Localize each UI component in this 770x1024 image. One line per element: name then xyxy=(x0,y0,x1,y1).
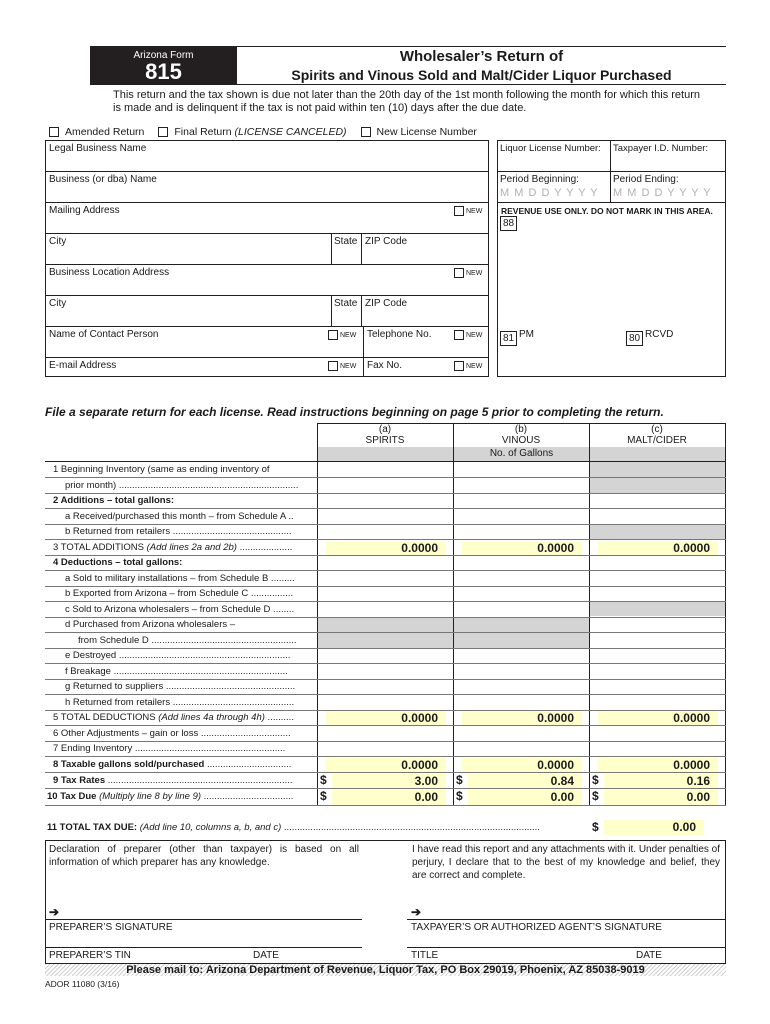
grid-rule xyxy=(331,233,332,264)
total-deductions-vinous[interactable]: 0.0000 xyxy=(462,711,582,726)
line-4d-label: d Purchased from Arizona wholesalers – xyxy=(65,619,236,630)
box-88: 88 xyxy=(500,216,517,231)
line-1-label-cont: prior month) .................................................................... xyxy=(65,480,299,491)
line-9-label xyxy=(53,773,321,789)
row-separator xyxy=(45,663,726,664)
revenue-use-notice: REVENUE USE ONLY. DO NOT MARK IN THIS AREA. xyxy=(501,206,713,216)
line-11-dots: ................................................................................................. xyxy=(281,822,540,833)
state-field[interactable]: State xyxy=(334,236,358,247)
grid-rule xyxy=(45,233,489,234)
total-additions-spirits[interactable]: 0.0000 xyxy=(326,541,446,556)
column-c-letter: (c) xyxy=(651,424,663,435)
page-title: Wholesaler’s Return of xyxy=(399,48,564,65)
row-separator xyxy=(45,555,726,556)
arrow-icon: ➔ xyxy=(49,905,60,919)
row-separator xyxy=(45,772,726,773)
grid-rule xyxy=(45,357,489,358)
form-id: ADOR 11080 (3/16) xyxy=(45,979,120,989)
taxable-gallons-vinous[interactable]: 0.0000 xyxy=(462,758,582,773)
contact-new-checkbox[interactable] xyxy=(328,330,338,340)
dollar-sign: $ xyxy=(320,773,327,787)
row-separator xyxy=(45,694,726,695)
row-separator xyxy=(45,741,726,742)
form-number-box xyxy=(90,46,237,84)
grid-rule xyxy=(45,326,489,327)
grid-rule xyxy=(45,202,489,203)
column-c-label: MALT/CIDER xyxy=(627,435,687,446)
form-label: Arizona Form xyxy=(133,50,194,61)
row-separator xyxy=(45,632,726,633)
new-label: NEW xyxy=(466,207,483,215)
final-return-text: Final Return xyxy=(174,126,232,138)
email-field[interactable]: E-mail Address xyxy=(49,360,117,371)
final-return-label xyxy=(174,126,346,138)
zip-code-field[interactable]: ZIP Code xyxy=(365,236,408,247)
contact-new-option xyxy=(328,330,356,340)
header-bottom-rule xyxy=(90,84,726,85)
row-separator xyxy=(45,493,726,494)
taxable-gallons-spirits[interactable]: 0.0000 xyxy=(326,758,446,773)
line-11-label xyxy=(47,822,577,833)
dollar-sign: $ xyxy=(456,773,463,787)
new-label: NEW xyxy=(466,269,483,277)
row-separator xyxy=(45,679,726,680)
zip-code-2-field[interactable]: ZIP Code xyxy=(365,298,408,309)
mailing-new-checkbox[interactable] xyxy=(454,206,464,216)
line-1-label: 1 Beginning Inventory (same as ending inventory of xyxy=(53,464,270,475)
grid-rule xyxy=(361,295,362,326)
line-5-note: (Add lines 4a through 4h) xyxy=(158,712,265,723)
telephone-new-checkbox[interactable] xyxy=(454,330,464,340)
total-additions-vinous[interactable]: 0.0000 xyxy=(462,541,582,556)
title-line[interactable] xyxy=(407,947,725,948)
tax-due-vinous[interactable]: 0.00 xyxy=(468,790,582,805)
line-4e-label: e Destroyed ................................................................. xyxy=(65,650,291,661)
instruction-heading: File a separate return for each license. Read instructions beginning on page 5 prior to completing the return. xyxy=(45,405,664,419)
line-5-text: 5 TOTAL DEDUCTIONS xyxy=(53,712,156,723)
line-8-text: 8 Taxable gallons sold/purchased xyxy=(53,759,205,770)
row-separator xyxy=(45,601,726,602)
tax-due-spirits[interactable]: 0.00 xyxy=(332,790,446,805)
row-separator xyxy=(45,805,726,806)
state-2-field[interactable]: State xyxy=(334,298,358,309)
new-license-label: New License Number xyxy=(376,126,477,138)
new-label: NEW xyxy=(466,362,483,370)
line-8-dots: ................................ xyxy=(204,759,292,770)
rcvd-label: RCVD xyxy=(645,329,674,340)
grid-rule xyxy=(497,171,726,172)
amended-return-checkbox[interactable] xyxy=(49,127,59,137)
preparer-tin-label: PREPARER’S TIN xyxy=(49,950,131,961)
section-rule xyxy=(45,840,46,963)
arrow-icon: ➔ xyxy=(411,905,422,919)
taxpayer-date-label: DATE xyxy=(636,950,662,961)
return-type-checkboxes xyxy=(49,126,485,138)
preparer-signature-line[interactable] xyxy=(45,919,362,920)
fax-new-option xyxy=(454,361,482,371)
line-4f-label: f Breakage .................................................................. xyxy=(65,666,288,677)
tax-rate-malt: 0.16 xyxy=(604,774,718,789)
line-10-note: (Multiply line 8 by line 9) xyxy=(99,791,202,802)
tax-due-malt[interactable]: 0.00 xyxy=(604,790,718,805)
line-9-text: 9 Tax Rates xyxy=(53,775,106,786)
line-4a-label: a Sold to military installations – from Schedule B ......... xyxy=(65,573,295,584)
total-tax-due[interactable]: 0.00 xyxy=(604,820,704,835)
preparer-tin-line[interactable] xyxy=(45,947,362,948)
line-4-label xyxy=(53,555,321,571)
dollar-sign: $ xyxy=(592,820,599,834)
grid-rule xyxy=(361,233,362,264)
email-new-option xyxy=(328,361,356,371)
row-separator xyxy=(45,788,726,789)
location-new-checkbox[interactable] xyxy=(454,268,464,278)
column-b-header xyxy=(453,424,589,446)
line-2a-label: a Received/purchased this month – from Schedule A .. xyxy=(65,511,294,522)
grid-rule xyxy=(45,171,489,172)
taxpayer-id-field[interactable]: Taxpayer I.D. Number: xyxy=(613,143,709,154)
line-3-label xyxy=(53,540,321,556)
na-cell xyxy=(590,524,725,539)
liquor-license-field[interactable]: Liquor License Number: xyxy=(500,143,601,154)
row-separator xyxy=(45,570,726,571)
total-additions-malt[interactable]: 0.0000 xyxy=(598,541,718,556)
line-2-text: 2 Additions – total gallons: xyxy=(53,495,175,506)
row-separator xyxy=(45,524,726,525)
line-2b-label: b Returned from retailers ............................................. xyxy=(65,526,292,537)
line-7-label: 7 Ending Inventory ......................................................... xyxy=(53,743,286,754)
period-beginning-label: Period Beginning: xyxy=(500,174,579,185)
column-b-letter: (b) xyxy=(514,424,528,435)
line-8-label xyxy=(53,757,321,773)
line-6-label: 6 Other Adjustments – gain or loss .................................. xyxy=(53,728,291,739)
column-a-label: SPIRITS xyxy=(365,435,405,446)
row-separator xyxy=(45,539,726,540)
preparer-signature-label: PREPARER’S SIGNATURE xyxy=(49,922,173,933)
line-11-note: (Add line 10, columns a, b, and c) xyxy=(139,822,282,833)
line-4c-label: c Sold to Arizona wholesalers – from Schedule D ........ xyxy=(65,604,295,615)
table-rule xyxy=(725,423,726,805)
title-label: TITLE xyxy=(411,950,439,961)
line-4b-label: b Exported from Arizona – from Schedule C ................ xyxy=(65,588,294,599)
taxpayer-signature-line[interactable] xyxy=(407,919,725,920)
box-80: 80 xyxy=(626,331,643,346)
row-separator xyxy=(45,617,726,618)
taxable-gallons-malt[interactable]: 0.0000 xyxy=(598,758,718,773)
fax-field[interactable]: Fax No. xyxy=(367,360,403,371)
preparer-date-label: DATE xyxy=(253,950,279,961)
table-rule xyxy=(453,423,454,805)
section-rule xyxy=(45,840,726,841)
line-4h-label: h Returned from retailers .............................................. xyxy=(65,697,295,708)
business-location-field[interactable]: Business Location Address xyxy=(49,267,170,278)
email-new-checkbox[interactable] xyxy=(328,361,338,371)
section-rule xyxy=(725,840,726,963)
na-cell xyxy=(590,601,725,616)
new-label: NEW xyxy=(340,362,357,370)
new-label: NEW xyxy=(340,331,357,339)
line-3-note: (Add lines 2a and 2b) xyxy=(146,542,237,553)
column-a-header xyxy=(317,424,453,446)
mailing-address-field[interactable]: Mailing Address xyxy=(49,205,120,216)
final-return-note: (LICENSE CANCELED) xyxy=(234,126,347,138)
new-label: NEW xyxy=(466,331,483,339)
period-ending-input[interactable]: M M D D Y Y Y Y xyxy=(613,187,712,199)
mailing-instruction: Please mail to: Arizona Department of Revenue, Liquor Tax, PO Box 29019, Phoenix, AZ 85038-9019 xyxy=(126,964,645,976)
row-separator xyxy=(45,648,726,649)
line-3-text: 3 TOTAL ADDITIONS xyxy=(53,542,144,553)
dollar-sign: $ xyxy=(592,773,599,787)
column-b-label: VINOUS xyxy=(501,435,541,446)
mailing-new-option xyxy=(454,206,482,216)
line-10-text: 10 Tax Due xyxy=(47,791,97,802)
line-2-label xyxy=(53,493,321,509)
row-separator xyxy=(45,710,726,711)
total-deductions-malt[interactable]: 0.0000 xyxy=(598,711,718,726)
city-field[interactable]: City xyxy=(49,236,67,247)
intro-text xyxy=(113,89,725,115)
row-separator xyxy=(45,508,726,509)
gallons-header: No. of Gallons xyxy=(317,447,726,461)
line-9-dots: ...................................................................... xyxy=(105,775,293,786)
telephone-field[interactable]: Telephone No. xyxy=(367,329,432,340)
tax-rate-spirits: 3.00 xyxy=(332,774,446,789)
grid-rule xyxy=(331,295,332,326)
line-10-label xyxy=(47,789,315,805)
intro-line-1: This return and the tax shown is due not later than the 20th day of the 1st month following the month for which this return xyxy=(113,89,701,101)
total-deductions-spirits[interactable]: 0.0000 xyxy=(326,711,446,726)
final-return-checkbox[interactable] xyxy=(158,127,168,137)
row-separator xyxy=(45,756,726,757)
intro-line-2: is made and is delinquent if the tax is not paid within ten (10) days after the due date. xyxy=(113,102,527,114)
line-11-text: 11 TOTAL TAX DUE: xyxy=(47,822,138,833)
dollar-sign: $ xyxy=(320,789,327,803)
contact-person-field[interactable]: Name of Contact Person xyxy=(49,329,159,340)
line-10-dots: .................................. xyxy=(201,791,294,802)
row-separator xyxy=(45,477,726,478)
page-subtitle: Spirits and Vinous Sold and Malt/Cider Liquor Purchased xyxy=(291,67,672,83)
new-license-checkbox[interactable] xyxy=(361,127,371,137)
grid-rule xyxy=(45,295,489,296)
row-separator xyxy=(45,725,726,726)
city-2-field[interactable]: City xyxy=(49,298,67,309)
line-4d-label-cont: from Schedule D ....................................................... xyxy=(78,635,297,646)
line-5-dots: .......... xyxy=(264,712,294,723)
box-81: 81 xyxy=(500,331,517,346)
period-beginning-input[interactable]: M M D D Y Y Y Y xyxy=(500,187,599,199)
tax-rate-vinous: 0.84 xyxy=(468,774,582,789)
line-5-label xyxy=(53,710,321,726)
location-new-option xyxy=(454,268,482,278)
dollar-sign: $ xyxy=(456,789,463,803)
line-4-text: 4 Deductions – total gallons: xyxy=(53,557,183,568)
legal-business-name-field[interactable]: Legal Business Name xyxy=(49,143,147,154)
column-a-letter: (a) xyxy=(378,424,392,435)
pm-label: PM xyxy=(519,329,534,340)
form-number: 815 xyxy=(145,59,182,84)
dba-name-field[interactable]: Business (or dba) Name xyxy=(49,174,157,185)
line-4g-label: g Returned to suppliers ................................................. xyxy=(65,681,296,692)
taxpayer-declaration: I have read this report and any attachments with it. Under penalties of perjury, I declare that to the best of my knowledge and belief, they are correct and complete. xyxy=(412,844,720,881)
telephone-new-option xyxy=(454,330,482,340)
line-3-dots: .................... xyxy=(236,542,293,553)
row-separator xyxy=(45,586,726,587)
dollar-sign: $ xyxy=(592,789,599,803)
period-ending-label: Period Ending: xyxy=(613,174,679,185)
preparer-declaration: Declaration of preparer (other than taxpayer) is based on all information of which preparer has any knowledge. xyxy=(49,844,359,868)
fax-new-checkbox[interactable] xyxy=(454,361,464,371)
grid-rule xyxy=(363,326,364,377)
taxpayer-signature-label: TAXPAYER’S OR AUTHORIZED AGENT’S SIGNATURE xyxy=(411,922,662,933)
grid-rule xyxy=(45,264,489,265)
grid-rule xyxy=(497,202,726,203)
column-c-header xyxy=(589,424,725,446)
amended-return-label: Amended Return xyxy=(65,126,145,138)
